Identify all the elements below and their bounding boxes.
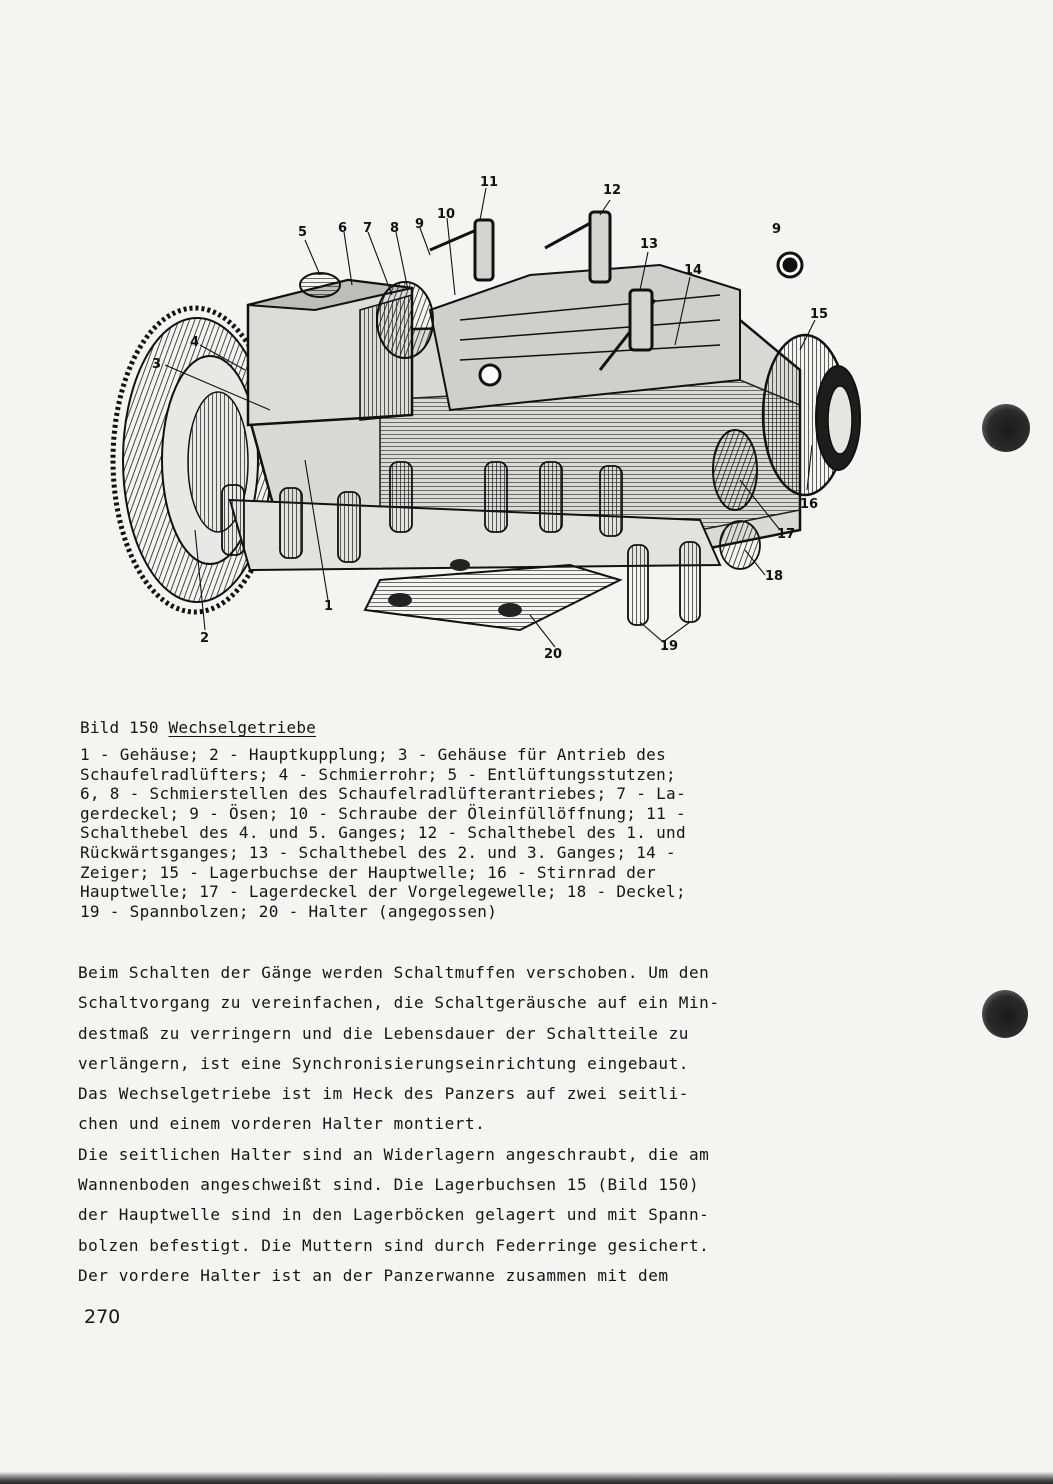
body-line: Die seitlichen Halter sind an Widerlagern angeschraubt, die am [78, 1144, 710, 1164]
body-line: bolzen befestigt. Die Muttern sind durch Federringe gesichert. [78, 1235, 710, 1255]
legend-line: Schalthebel des 4. und 5. Ganges; 12 - Schalthebel des 1. und [80, 823, 686, 843]
callout-2: 2 [200, 631, 210, 646]
punch-hole-icon [982, 404, 1030, 452]
legend-line: Hauptwelle; 17 - Lagerdeckel der Vorgelegewelle; 18 - Deckel; [80, 882, 686, 902]
callout-1: 1 [324, 599, 334, 614]
legend-line: gerdeckel; 9 - Ösen; 10 - Schraube der Öleinfüllöffnung; 11 - [80, 803, 686, 823]
caption-title [80, 718, 880, 737]
legend-line: 6, 8 - Schmierstellen des Schaufelradlüfterantriebes; 7 - La- [80, 784, 686, 804]
callout-19: 19 [660, 639, 679, 654]
callout-12: 12 [603, 183, 622, 198]
callout-15: 15 [810, 307, 829, 322]
body-line: Schaltvorgang zu vereinfachen, die Schaltgeräusche auf ein Min- [78, 993, 720, 1013]
legend-line: Zeiger; 15 - Lagerbuchse der Hauptwelle; 16 - Stirnrad der [80, 862, 657, 882]
gearbox-illustration [100, 170, 870, 670]
callout-9b: 9 [772, 222, 782, 237]
callout-10: 10 [437, 207, 456, 222]
legend-line: 1 - Gehäuse; 2 - Hauptkupplung; 3 - Gehäuse für Antrieb des [80, 745, 667, 764]
scan-edge [0, 1472, 1053, 1484]
callout-9: 9 [415, 217, 425, 232]
callout-7: 7 [363, 221, 373, 236]
callout-11: 11 [480, 175, 499, 190]
callout-6: 6 [338, 221, 348, 236]
callout-8: 8 [390, 221, 400, 236]
callout-3: 3 [152, 357, 162, 372]
punch-hole-icon [982, 990, 1028, 1038]
legend-line: Schaufelradlüfters; 4 - Schmierrohr; 5 - Entlüftungsstutzen; [80, 764, 676, 784]
body-line: destmaß zu verringern und die Lebensdauer der Schaltteile zu [78, 1023, 689, 1043]
body-line: Wannenboden angeschweißt sind. Die Lagerbuchsen 15 (Bild 150) [78, 1175, 700, 1195]
callout-16: 16 [800, 497, 819, 512]
callout-5: 5 [298, 225, 308, 240]
body-line: chen und einem vorderen Halter montiert. [78, 1114, 486, 1134]
callout-13: 13 [640, 237, 659, 252]
callout-20: 20 [544, 647, 563, 662]
body-line: Der vordere Halter ist an der Panzerwanne zusammen mit dem [78, 1265, 669, 1285]
caption-number: Bild 150 [80, 718, 159, 737]
body-line: der Hauptwelle sind in den Lagerböcken gelagert und mit Spann- [78, 1205, 710, 1225]
caption-name: Wechselgetriebe [168, 718, 317, 737]
callout-4: 4 [190, 335, 200, 350]
page-number: 270 [84, 1306, 121, 1328]
callout-18: 18 [765, 569, 784, 584]
gearbox-drawing [100, 170, 870, 670]
body-line: verlängern, ist eine Synchronisierungseinrichtung eingebaut. [78, 1053, 689, 1073]
body-line: Das Wechselgetriebe ist im Heck des Panzers auf zwei seitli- [78, 1084, 689, 1104]
legend-line: Rückwärtsganges; 13 - Schalthebel des 2. und 3. Ganges; 14 - [80, 842, 676, 862]
callout-17: 17 [777, 527, 796, 542]
body-line: Beim Schalten der Gänge werden Schaltmuffen verschoben. Um den [78, 963, 710, 982]
callout-14: 14 [684, 263, 703, 278]
legend-line: 19 - Spannbolzen; 20 - Halter (angegossen) [80, 901, 498, 921]
figure-caption [80, 718, 880, 921]
body-paragraph [78, 958, 878, 1291]
